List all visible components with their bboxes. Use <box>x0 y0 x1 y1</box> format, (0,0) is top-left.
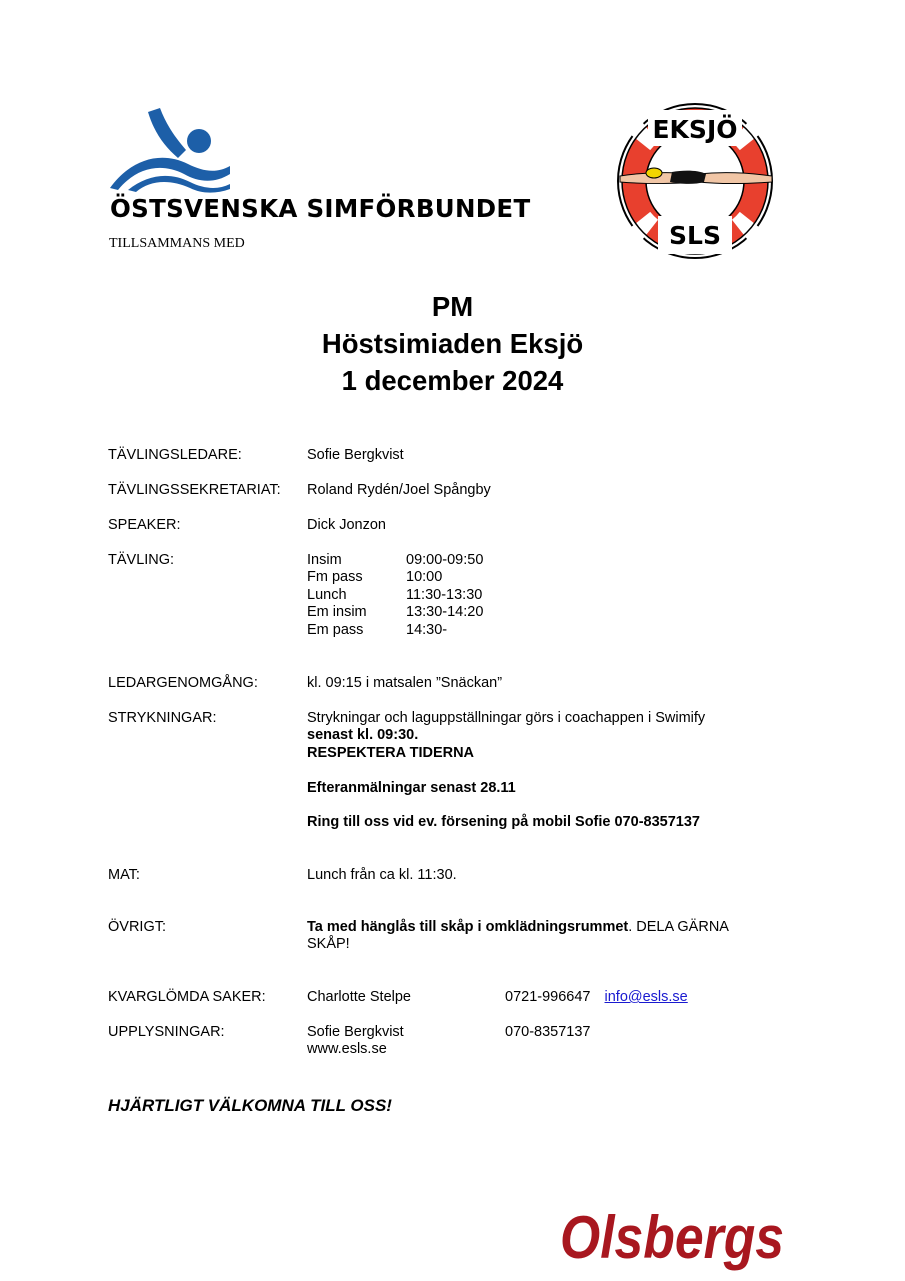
lost-items-phone: 0721-996647 <box>505 989 591 1005</box>
schedule-row <box>307 569 483 586</box>
scratches-line: Strykningar och laguppställningar görs i coachappen i Swimify <box>307 710 706 726</box>
secretariat-value: Roland Rydén/Joel Spångby <box>307 482 491 498</box>
schedule-row <box>307 604 483 621</box>
schedule-item-time: 10:00 <box>406 569 443 586</box>
schedule-item-time: 13:30-14:20 <box>406 604 484 621</box>
lost-items-label: KVARGLÖMDA SAKER: <box>108 989 266 1005</box>
late-entries: Efteranmälningar senast 28.11 <box>307 779 516 796</box>
lost-items-contact <box>505 989 688 1005</box>
sponsor-name: Olsbergs <box>560 1204 784 1271</box>
schedule-item-name: Fm pass <box>307 569 363 586</box>
secretariat-label: TÄVLINGSSEKRETARIAT: <box>108 482 281 498</box>
schedule-item-name: Em insim <box>307 604 367 621</box>
contact-name: Sofie Bergkvist <box>307 1024 404 1040</box>
email-link[interactable]: info@esls.se <box>604 989 688 1005</box>
scratches-label: STRYKNINGAR: <box>108 710 217 726</box>
briefing-value: kl. 09:15 i matsalen ”Snäckan” <box>307 675 503 691</box>
food-label: MAT: <box>108 867 140 883</box>
title-date: 1 december 2024 <box>341 365 564 396</box>
document-title <box>0 288 905 399</box>
leader-label: TÄVLINGSLEDARE: <box>108 447 242 463</box>
briefing-label: LEDARGENOMGÅNG: <box>108 675 258 691</box>
club-logo-top-text: EKSJÖ <box>652 115 738 144</box>
welcome-message: HJÄRTLIGT VÄLKOMNA TILL OSS! <box>108 1096 392 1115</box>
speaker-value: Dick Jonzon <box>307 517 386 533</box>
schedule-item-time: 11:30-13:30 <box>406 586 483 603</box>
contact-phone: 070-8357137 <box>505 1024 591 1040</box>
leader-value: Sofie Bergkvist <box>307 447 404 463</box>
swimmer-icon <box>108 108 233 193</box>
delay-phone-note: Ring till oss vid ev. försening på mobil Sofie 070-8357137 <box>307 814 700 831</box>
org-name: ÖSTSVENSKA SIMFÖRBUNDET <box>110 194 531 223</box>
schedule-item-name: Insim <box>307 552 342 568</box>
competition-schedule <box>307 552 483 639</box>
title-pm: PM <box>431 291 474 322</box>
schedule-item-name: Em pass <box>307 621 364 638</box>
scratches-deadline: senast kl. 09:30. <box>307 727 419 744</box>
scratches-text <box>307 710 705 832</box>
schedule-row <box>307 587 483 604</box>
contact-label: UPPLYSNINGAR: <box>108 1024 225 1040</box>
schedule-row <box>307 552 483 569</box>
speaker-label: SPEAKER: <box>108 517 181 533</box>
other-share-note: . DELA GÄRNA <box>628 919 729 935</box>
schedule-item-time: 09:00-09:50 <box>406 552 484 568</box>
website-link[interactable]: www.esls.se <box>307 1041 387 1058</box>
schedule-item-time: 14:30- <box>406 621 448 638</box>
contact-info <box>307 1024 404 1059</box>
olsbergs-logo <box>558 1196 788 1276</box>
eksjo-sls-logo <box>614 102 776 260</box>
club-logo-bottom-text: SLS <box>669 221 721 250</box>
lost-items-contact-name: Charlotte Stelpe <box>307 989 411 1005</box>
other-text <box>307 919 729 954</box>
schedule-row <box>307 622 483 639</box>
ostsvenska-logo <box>108 108 531 258</box>
other-share-note-line2: SKÅP! <box>307 936 350 953</box>
other-label: ÖVRIGT: <box>108 919 167 935</box>
title-event-name: Höstsimiaden Eksjö <box>321 328 584 359</box>
competition-label: TÄVLING: <box>108 552 175 568</box>
scratches-respect-times: RESPEKTERA TIDERNA <box>307 744 475 761</box>
food-value: Lunch från ca kl. 11:30. <box>307 867 457 883</box>
together-with-label: TILLSAMMANS MED <box>109 236 245 251</box>
other-padlock-note: Ta med hänglås till skåp i omklädningsrummet <box>307 919 629 935</box>
schedule-item-name: Lunch <box>307 586 347 603</box>
